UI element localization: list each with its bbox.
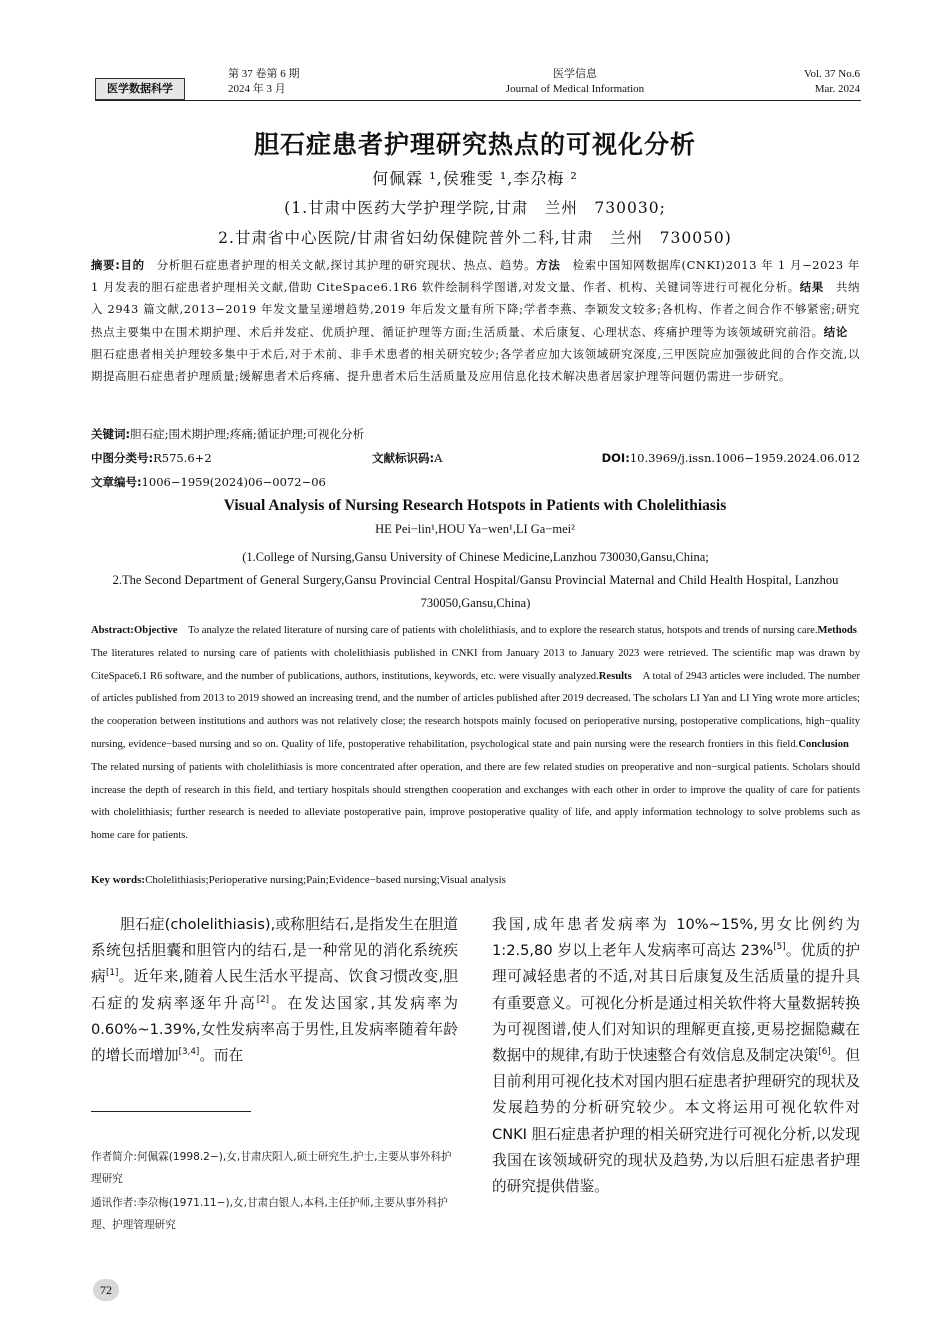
article-value: 1006−1959(2024)06−0072−06 — [141, 475, 326, 489]
body-text: 。但目前利用可视化技术对国内胆石症患者护理研究的现状及发展趋势的分析研究较少。本文将运用可视化软件对 CNKI 胆石症患者护理的相关研究进行可视化分析,以发现我国在该领域研究的现状及趋势,为以后胆石症患者护理的研究提供借鉴。 — [492, 1047, 860, 1196]
doi-label: DOI: — [601, 451, 630, 465]
affiliation-1: (1.甘肃中医药大学护理学院,甘肃 兰州 730030; — [284, 199, 666, 217]
conclusion-text: 胆石症患者相关护理较多集中于术后,对于术前、非手术患者的相关研究较少;各学者应加大该领域研究深度,三甲医院应加强彼此间的合作交流,以期提高胆石症患者护理质量;缓解患者术后疼痛、提升患者术后生活质量及应用信息化技术解决患者居家护理等问题仍需进一步研究。 — [91, 324, 860, 384]
en-results-text: A total of 2943 articles were included. The number of articles published from 2013 to 2019 showed an increasing trend, and the number of articles published after 2019 decreased. The scholars LI Yan and LI Ying wrote more articles; the cooperation between institutions and authors was not relatively close; the research hotspots mainly focused on perioperative nursing, postoperative complications, high−quality nursing, evidence−based nursing and so on. Quality of life, postoperative rehabilitation, psychological state and pain nursing were the research frontiers in this field. — [91, 670, 860, 750]
en-keywords-value: Cholelithiasis;Perioperative nursing;Pain;Evidence−based nursing;Visual analysis — [145, 874, 506, 886]
keywords-cn — [91, 424, 860, 444]
author-intro-footnote: 作者简介:何佩霖(1998.2−),女,甘肃庆阳人,硕士研究生,护士,主要从事外科护理研究 — [91, 1151, 452, 1185]
header-journal: 医学信息 Journal of Medical Information — [505, 68, 645, 95]
paper-title: 胆石症患者护理研究热点的可视化分析 — [253, 130, 696, 159]
citation-ref[interactable]: [6] — [818, 1047, 831, 1058]
abstract-en — [91, 620, 868, 848]
doc-code — [372, 448, 442, 468]
methods-label: 方法 — [536, 258, 561, 272]
english-authors: HE Pei−lin¹,HOU Ya−wen¹,LI Ga−mei² — [375, 522, 575, 536]
body-text: 。而在 — [199, 1047, 244, 1065]
clc-label: 中图分类号: — [91, 451, 154, 465]
citation-ref[interactable]: [3,4] — [178, 1047, 200, 1058]
corresponding-author-footnote: 通讯作者:李尕梅(1971.11−),女,甘肃白银人,本科,主任护师,主要从事外科护理、护理管理研究 — [91, 1197, 448, 1231]
body-text: 。在发达国家,其发病率为 0.60%~1.39%,女性发病率高于男性,且发病率随着年龄的增长而增加 — [91, 994, 458, 1065]
footnote-divider — [91, 1111, 251, 1112]
body-left-column — [91, 912, 458, 1069]
doc-value: A — [434, 451, 443, 465]
abstract-cn — [91, 254, 860, 387]
english-affiliation-1: (1.College of Nursing,Gansu University of Chinese Medicine,Lanzhou 730030,Gansu,China; — [242, 550, 709, 564]
en-methods-text: The literatures related to nursing care of patients with cholelithiasis published in CNKI from January 2013 to January 2023 were retrieved. The scientific map was drawn by CiteSpace6.1 R6 software, and the number of publications, authors, institutions, keywords, etc. were visually analyzed. — [91, 625, 868, 682]
results-label: 结果 — [799, 280, 824, 295]
affiliation-2: 2.甘肃省中心医院/甘肃省妇幼保健院普外二科,甘肃 兰州 730050) — [218, 229, 732, 247]
doi-value[interactable]: 10.3969/j.issn.1006−1959.2024.06.012 — [629, 451, 860, 465]
objective-label: 目的 — [120, 258, 145, 272]
page-number: 72 — [93, 1279, 119, 1301]
en-keywords-label: Key words: — [91, 874, 146, 886]
header-divider — [95, 100, 861, 101]
doi[interactable] — [560, 448, 860, 468]
en-results-label: Results — [598, 670, 632, 682]
doc-label: 文献标识码: — [372, 451, 435, 465]
clc-number — [91, 448, 212, 468]
en-objective-label: Objective — [133, 625, 178, 636]
methods-text: 检索中国知网数据库(CNKI)2013 年 1 月−2023 年 1 月发表的胆石症患者护理相关文献,借助 CiteSpace6.1R6 软件绘制科学图谱,对发文量、作者、机构、关键词等进行可视化分析。 — [91, 258, 861, 295]
en-methods-label: Methods — [817, 625, 857, 636]
results-text: 共纳入 2943 篇文献,2013−2019 年发文量呈递增趋势,2019 年后发文量有所下降;学者李燕、李颖发文较多;各机构、作者之间合作不够紧密;研究热点主要集中在围术期护理、术后并发症、优质护理、循证护理等方面;生活质量、术后康复、心理状态、疼痛护理等为该领域研究前沿。 — [91, 280, 860, 339]
body-text: 胆石症(cholelithiasis),或称胆结石,是指发生在胆道系统包括胆囊和胆管内的结石,是一种常见的消化系统疾病 — [91, 916, 458, 986]
body-right-column — [492, 912, 860, 1200]
citation-ref[interactable]: [2] — [256, 994, 270, 1005]
en-conclusion-label: Conclusion — [798, 738, 849, 750]
citation-ref[interactable]: [1] — [105, 968, 119, 979]
objective-text: 分析胆石症患者护理的相关文献,探讨其护理的研究现状、热点、趋势。 — [144, 258, 537, 272]
body-text: 我国,成年患者发病率为 10%~15%,男女比例约为 1:2.5,80 岁以上老年人发病率可高达 23% — [492, 916, 860, 960]
en-abstract-label: Abstract: — [91, 625, 134, 636]
body-text: 。优质的护理可减轻患者的不适,对其日后康复及生活质量的提升具有重要意义。可视化分析是通过相关软件将大量数据转换为可视图谱,使人们对知识的理解更直接,更易挖掘隐藏在数据中的规律,有助于快速整合有效信息及制定决策 — [492, 942, 860, 1065]
english-affiliation-2: 2.The Second Department of General Surgery,Gansu Provincial Central Hospital/Gansu Provincial Maternal and Child Health Hospital, Lanzhou 730050,Gansu,China) — [112, 573, 839, 610]
english-affiliations — [91, 546, 860, 615]
citation-ref[interactable]: [5] — [773, 942, 786, 953]
en-conclusion-text: The related nursing of patients with cholelithiasis is more concentrated after operation, and there are few related studies on preoperative and non−surgical patients. Scholars should increase the depth of research in this field, and tertiary hospitals should strengthen cooperation and exchanges with each other in order to improve the quality of care for patients with cholelithiasis; further research is needed to alleviate postoperative pain, improve postoperative quality of life, and apply information technology to solve problems such as home care for patients. — [91, 738, 860, 842]
conclusion-label: 结论 — [823, 324, 848, 339]
keywords-label: 关键词: — [91, 427, 131, 441]
section-badge: 医学数据科学 — [95, 78, 185, 100]
header-volume-en: Vol. 37 No.6 Mar. 2024 — [803, 68, 860, 95]
clc-value: R575.6+2 — [153, 451, 212, 465]
en-objective-text: To analyze the related literature of nursing care of patients with cholelithiasis, and to explore the research status, hotspots and trends of nursing care. — [177, 625, 818, 636]
english-title: Visual Analysis of Nursing Research Hotspots in Patients with Cholelithiasis — [223, 497, 727, 514]
abstract-label: 摘要: — [91, 258, 121, 272]
english-keywords — [91, 870, 506, 890]
keywords-value: 胆石症;围术期护理;疼痛;循证护理;可视化分析 — [130, 427, 365, 441]
header-volume-cn: 第 37 卷第 6 期 2024 年 3 月 — [228, 68, 300, 95]
body-text: 。近年来,随着人民生活水平提高、饮食习惯改变,胆石症的发病率逐年升高 — [91, 968, 458, 1012]
article-number — [91, 472, 326, 492]
article-label: 文章编号: — [91, 475, 142, 489]
author-list: 何佩霖 ¹,侯雅雯 ¹,李尕梅 ² — [372, 169, 578, 188]
